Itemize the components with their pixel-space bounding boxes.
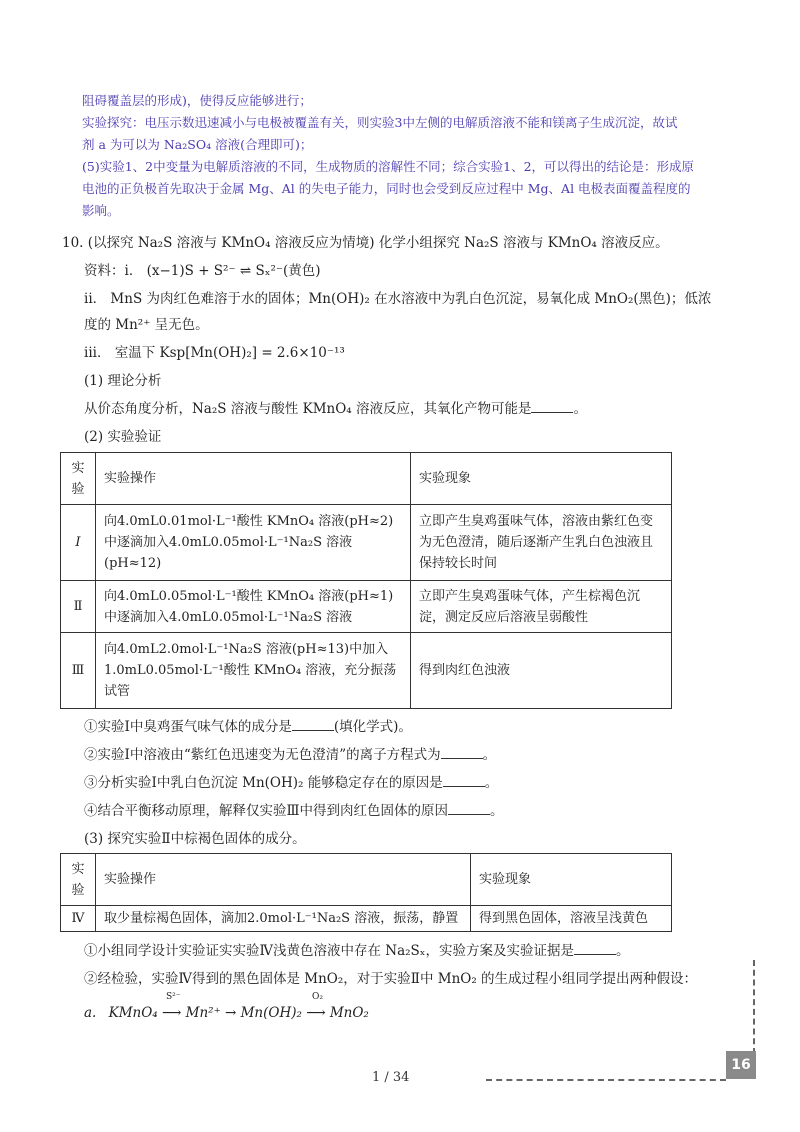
answer-blank[interactable] [531, 400, 573, 413]
info-1: 资料：i． (x−1)S + S²⁻ ⇌ Sₓ²⁻(黄色) [84, 263, 321, 279]
answer-line-5: 电池的正负极首先取决于金属 Mg、Al 的失电子能力，同时也会受到反应过程中 Mg、Al 电极表面覆盖程度的 [82, 181, 691, 196]
subquestion-3 [84, 772, 498, 794]
answer-blank[interactable] [443, 774, 485, 787]
table-row [61, 906, 672, 932]
hypothesis-a-equation: KMnO₄ ⟶ Mn²⁺ → Mn(OH)₂ ⟶ MnO₂ [108, 1005, 369, 1021]
page-tag: 16 [726, 1051, 756, 1079]
answer-line-4: (5)实验1、2中变量为电解质溶液的不同，生成物质的溶解性不同；综合实验1、2，可以得出的结论是：形成原 [82, 159, 695, 174]
subq3-text: ③分析实验Ⅰ中乳白色沉淀 Mn(OH)₂ 能够稳定存在的原因是 [84, 775, 443, 791]
experiment-table-2 [60, 853, 672, 932]
table-row [61, 633, 672, 709]
header-cell: 实验现象 [411, 453, 672, 505]
row-operation: 向4.0mL0.01mol·L⁻¹酸性 KMnO₄ 溶液(pH≈2)中逐滴加入4.0mL0.05mol·L⁻¹Na₂S 溶液(pH≈12) [96, 505, 411, 581]
hypothesis-a [84, 1002, 369, 1024]
period: 。 [490, 803, 504, 819]
table-header-row [61, 854, 672, 906]
row-id: Ⅱ [61, 581, 96, 633]
part1-title: (1) 理论分析 [84, 373, 162, 389]
part1-text-body: 从价态角度分析，Na₂S 溶液与酸性 KMnO₄ 溶液反应，其氧化产物可能是 [84, 401, 532, 417]
period: 。 [573, 401, 587, 417]
answer-line-2: 实验探究：电压示数迅速减小与电极被覆盖有关，则实验3中左侧的电解质溶液不能和镁离子生成沉淀，故试 [82, 115, 678, 130]
answer-line-1: 阻碍覆盖层的形成)，使得反应能够进行； [82, 93, 312, 108]
row-operation: 向4.0mL0.05mol·L⁻¹酸性 KMnO₄ 溶液(pH≈1)中逐滴加入4.0mL0.05mol·L⁻¹Na₂S 溶液 [96, 581, 411, 633]
dashed-line-vertical [753, 960, 755, 1054]
row-operation: 向4.0mL2.0mol·L⁻¹Na₂S 溶液(pH≈13)中加入1.0mL0.05mol·L⁻¹酸性 KMnO₄ 溶液，充分振荡试管 [96, 633, 411, 709]
hypothesis-a-label: a. [84, 1005, 97, 1021]
info-2a: ii． MnS 为肉红色难溶于水的固体；Mn(OH)₂ 在水溶液中为乳白色沉淀，易氧化成 MnO₂(黑色)；低浓 [84, 291, 712, 307]
page-number: 1 / 34 [372, 1070, 410, 1085]
answer-blank[interactable] [574, 942, 616, 955]
row-id: Ⅳ [61, 906, 96, 932]
row-observation: 立即产生臭鸡蛋味气体，溶液由紫红色变为无色澄清，随后逐渐产生乳白色浊液且保持较长时间 [411, 505, 672, 581]
answer-blank[interactable] [292, 718, 334, 731]
row-operation: 取少量棕褐色固体，滴加2.0mol·L⁻¹Na₂S 溶液，振荡，静置 [96, 906, 471, 932]
table-row [61, 505, 672, 581]
answer-blank[interactable] [441, 746, 483, 759]
header-cell: 实验现象 [471, 854, 672, 906]
dashed-line-horizontal [486, 1079, 726, 1081]
subquestion-4 [84, 800, 504, 822]
subquestion-2 [84, 744, 496, 766]
row-observation: 得到肉红色浊液 [411, 633, 672, 709]
row-observation: 得到黑色固体，溶液呈浅黄色 [471, 906, 672, 932]
arrow-label-s: S²⁻ [166, 992, 181, 1002]
experiment-table-1 [60, 452, 672, 709]
subquestion-1 [84, 716, 412, 738]
part3-q1 [84, 940, 630, 962]
period: 。 [616, 943, 630, 959]
answer-line-6: 影响。 [82, 203, 120, 218]
table-header-row [61, 453, 672, 505]
arrow-label-o: O₂ [312, 992, 323, 1002]
info-3: iii． 室温下 Ksp[Mn(OH)₂] = 2.6×10⁻¹³ [84, 345, 345, 361]
period: 。 [482, 747, 497, 763]
subq2-text: ②实验Ⅰ中溶液由“紫红色迅速变为无色澄清”的离子方程式为 [84, 747, 441, 763]
subq4-text: ④结合平衡移动原理，解释仅实验Ⅲ中得到肉红色固体的原因 [84, 803, 449, 819]
answer-blank[interactable] [448, 802, 490, 815]
subq1-text: ①实验Ⅰ中臭鸡蛋气味气体的成分是 [84, 719, 292, 735]
part3-q2: ②经检验，实验Ⅳ得到的黑色固体是 MnO₂，对于实验Ⅱ中 MnO₂ 的生成过程小组同学提出两种假设： [84, 971, 698, 987]
header-cell: 实验操作 [96, 453, 411, 505]
header-cell: 实验 [61, 453, 96, 505]
part3-title: (3) 探究实验Ⅱ中棕褐色固体的成分。 [84, 831, 306, 847]
answer-line-3: 剂 a 为可以为 Na₂SO₄ 溶液(合理即可)； [82, 137, 313, 152]
row-observation: 立即产生臭鸡蛋味气体，产生棕褐色沉淀，测定反应后溶液呈弱酸性 [411, 581, 672, 633]
period: 。 [484, 775, 499, 791]
question-title: 10. (以探究 Na₂S 溶液与 KMnO₄ 溶液反应为情境) 化学小组探究 Na₂S 溶液与 KMnO₄ 溶液反应。 [62, 235, 669, 251]
info-2b: 度的 Mn²⁺ 呈无色。 [84, 317, 209, 333]
row-id: Ⅲ [61, 633, 96, 709]
part1-text [84, 398, 587, 420]
answer-block [82, 90, 722, 222]
table-row [61, 581, 672, 633]
part2-title: (2) 实验验证 [84, 429, 162, 445]
subq1-end: (填化学式)。 [333, 719, 412, 735]
row-id: I [61, 505, 96, 581]
part3-q1-text: ①小组同学设计实验证实实验Ⅳ浅黄色溶液中存在 Na₂Sₓ，实验方案及实验证据是 [84, 943, 575, 959]
header-cell: 实验 [61, 854, 96, 906]
header-cell: 实验操作 [96, 854, 471, 906]
